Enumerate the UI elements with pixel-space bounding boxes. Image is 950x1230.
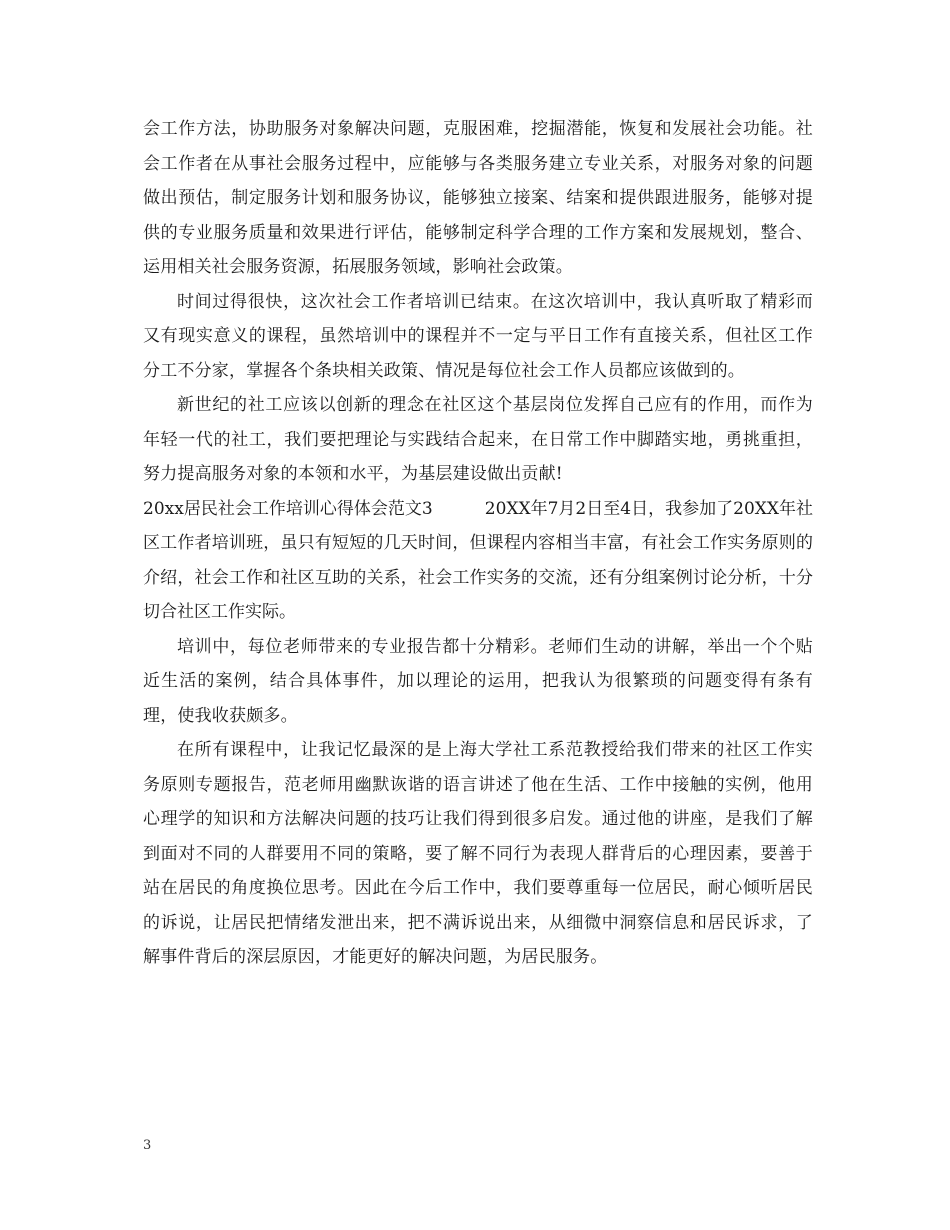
section-paragraph <box>143 492 813 630</box>
paragraph-6: 在所有课程中，让我记忆最深的是上海大学社工系范教授给我们带来的社区工作实务原则专题报告，范老师用幽默诙谐的语言讲述了他在生活、工作中接触的实例，他用心理学的知识和方法解决问题的技巧让我们得到很多启发。通过他的讲座，是我们了解到面对不同的人群要用不同的策略，要了解不同行为表现人群背后的心理因素，要善于站在居民的角度换位思考。因此在今后工作中，我们要尊重每一位居民，耐心倾听居民的诉说，让居民把情绪发泄出来，把不满诉说出来，从细微中洞察信息和居民诉求，了解事件背后的深层原因，才能更好的解决问题，为居民服务。 <box>143 740 813 967</box>
page-number: 3 <box>143 1138 152 1153</box>
document-body <box>143 112 813 975</box>
paragraph-1: 会工作方法，协助服务对象解决问题，克服困难，挖掘潜能，恢复和发展社会功能。社会工作者在从事社会服务过程中，应能够与各类服务建立专业关系，对服务对象的问题做出预估，制定服务计划和服务协议，能够独立接案、结案和提供跟进服务，能够对提供的专业服务质量和效果进行评估，能够制定科学合理的工作方案和发展规划，整合、运用相关社会服务资源，拓展服务领域，影响社会政策。 <box>143 119 813 277</box>
paragraph-5: 培训中，每位老师带来的专业报告都十分精彩。老师们生动的讲解，举出一个个贴近生活的案例，结合具体事件，加以理论的运用，把我认为很繁琐的问题变得有条有理，使我收获颇多。 <box>143 636 813 726</box>
paragraph-3: 新世纪的社工应该以创新的理念在社区这个基层岗位发挥自己应有的作用，而作为年轻一代的社工，我们要把理论与实践结合起来，在日常工作中脚踏实地，勇挑重担，努力提高服务对象的本领和水平，为基层建设做出贡献! <box>143 395 813 484</box>
paragraph-2: 时间过得很快，这次社会工作者培训已结束。在这次培训中，我认真听取了精彩而又有现实意义的课程，虽然培训中的课程并不一定与平日工作有直接关系，但社区工作分工不分家，掌握各个条块相关政策、情况是每位社会工作人员都应该做到的。 <box>143 291 813 381</box>
section-intro: 20XX年7月2日至4日，我参加了20XX年社区工作者培训班，虽只有短短的几天时间，但课程内容相当丰富，有社会工作实务原则的介绍，社会工作和社区互助的关系，社会工作实务的交流，还有分组案例讨论分析，十分切合社区工作实际。 <box>143 498 814 622</box>
section-title: 20xx居民社会工作培训心得体会范文3 <box>143 498 433 519</box>
